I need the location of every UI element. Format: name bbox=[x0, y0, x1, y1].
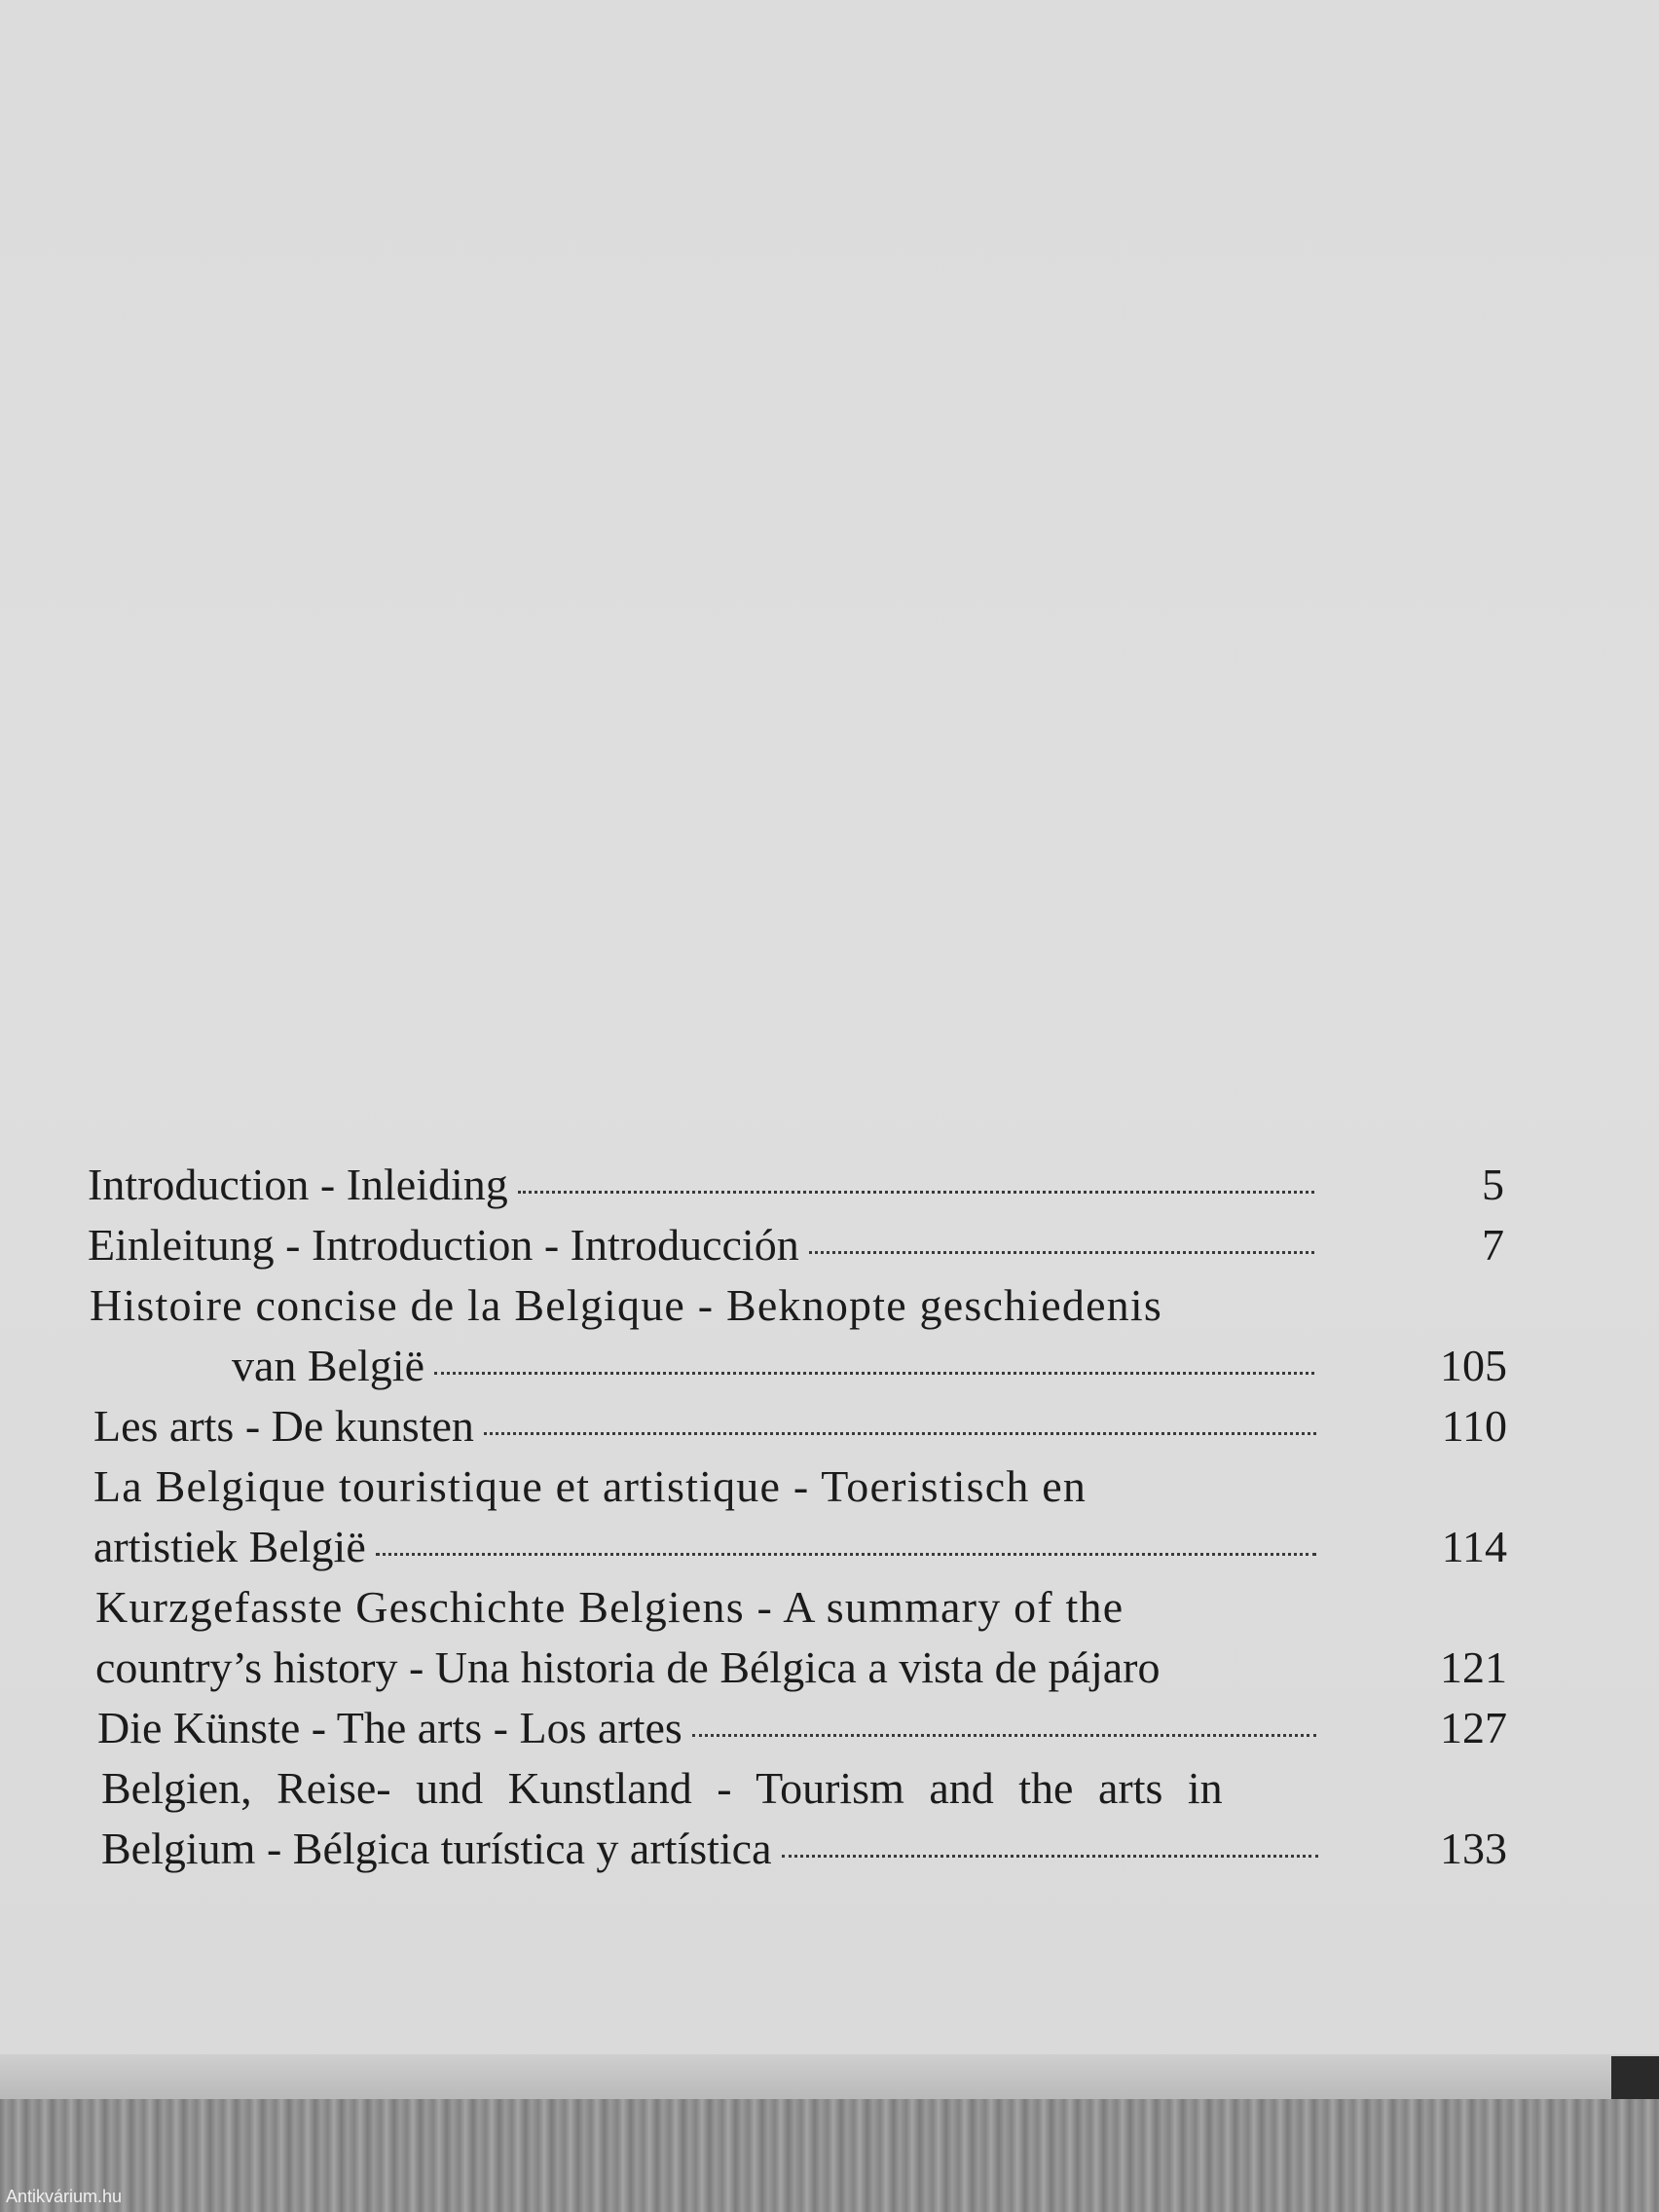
toc-page-number: 114 bbox=[1441, 1522, 1507, 1571]
toc-entry-title-continued: van België bbox=[232, 1341, 424, 1390]
toc-entry bbox=[97, 1700, 1316, 1756]
toc-page-number: 105 bbox=[1440, 1341, 1507, 1390]
toc-entry bbox=[232, 1338, 1314, 1394]
toc-entry bbox=[88, 1217, 1314, 1273]
toc-entry-title: Die Künste - The arts - Los artes bbox=[97, 1703, 682, 1752]
toc-page-number: 5 bbox=[1482, 1160, 1504, 1209]
dot-leader bbox=[692, 1734, 1316, 1737]
toc-entry bbox=[93, 1519, 1316, 1575]
toc-entry-title: Einleitung - Introduction - Introducción bbox=[88, 1220, 799, 1270]
dot-leader bbox=[434, 1372, 1314, 1375]
background-surface bbox=[0, 2099, 1659, 2212]
book-cover-edge bbox=[1611, 2056, 1659, 2099]
toc-entry-title-continued: Belgium - Bélgica turística y artística bbox=[101, 1824, 772, 1873]
toc-entry-title: La Belgique touristique et artistique - Toeristisch en bbox=[93, 1461, 1088, 1511]
toc-entry-title: Introduction - Inleiding bbox=[88, 1160, 508, 1209]
toc-page-number: 110 bbox=[1441, 1401, 1507, 1451]
toc-page-number: 121 bbox=[1440, 1642, 1507, 1692]
dot-leader bbox=[518, 1191, 1314, 1194]
page-edge bbox=[0, 2054, 1659, 2099]
toc-entry-title: Belgien, Reise- und Kunstland - Tourism and the arts in bbox=[101, 1763, 1223, 1813]
toc-page-number: 133 bbox=[1440, 1824, 1507, 1873]
toc-entry-title: Les arts - De kunsten bbox=[93, 1401, 474, 1451]
toc-entry-title: Kurzgefasste Geschichte Belgiens - A summary of the bbox=[95, 1582, 1124, 1632]
toc-page-number: 7 bbox=[1482, 1220, 1504, 1270]
toc-entry bbox=[88, 1157, 1314, 1213]
toc-entry-title-continued: country’s history - Una historia de Bélgica a vista de pájaro bbox=[95, 1642, 1161, 1692]
toc-entry-title-continued: artistiek België bbox=[93, 1522, 366, 1571]
dot-leader bbox=[484, 1432, 1316, 1435]
watermark: Antikvárium.hu bbox=[6, 2187, 123, 2206]
dot-leader bbox=[809, 1251, 1314, 1254]
dot-leader bbox=[782, 1855, 1318, 1858]
toc-page-number: 127 bbox=[1440, 1703, 1507, 1752]
toc-entry bbox=[101, 1821, 1318, 1877]
toc-entry bbox=[93, 1398, 1316, 1455]
toc-entry-title: Histoire concise de la Belgique - Beknopte geschiedenis bbox=[90, 1280, 1162, 1330]
dot-leader bbox=[376, 1553, 1316, 1556]
